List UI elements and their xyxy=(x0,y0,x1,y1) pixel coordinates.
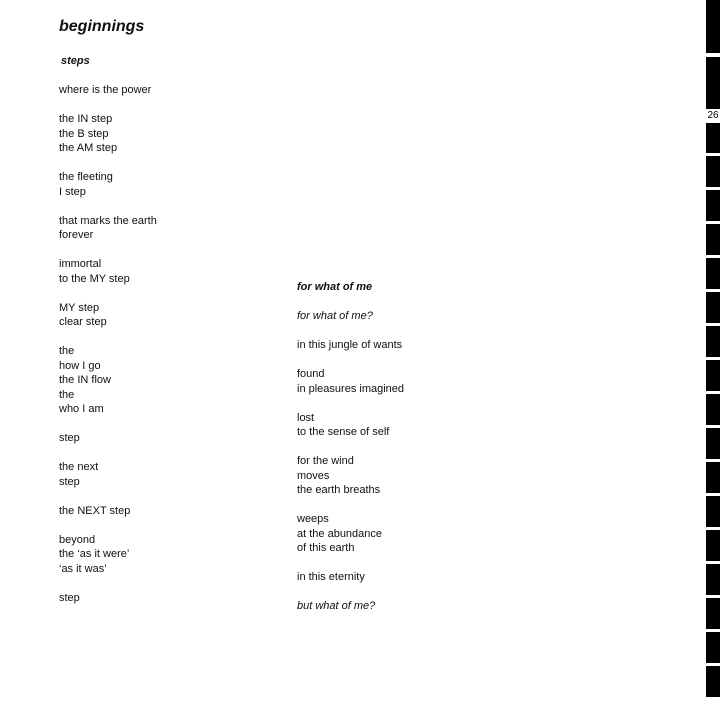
poem-line: lost xyxy=(297,411,315,424)
poem-line: the xyxy=(59,345,75,357)
poem-line: ‘as it was’ xyxy=(59,562,107,575)
poem-title-steps: steps xyxy=(61,55,90,67)
index-tab xyxy=(706,666,720,697)
stanza xyxy=(59,533,157,577)
index-tab xyxy=(706,292,720,323)
index-tab xyxy=(706,122,720,153)
poem-line: found xyxy=(297,368,325,380)
poem-line: clear step xyxy=(59,316,107,328)
poem-line: in pleasures imagined xyxy=(297,382,405,395)
index-tab xyxy=(706,258,720,289)
poem-line: the IN flow xyxy=(59,374,111,386)
index-tab xyxy=(706,326,720,357)
stanza xyxy=(59,301,157,330)
page-number: 26 xyxy=(707,110,719,121)
stanza xyxy=(59,344,157,417)
poem-line: to the sense of self xyxy=(297,426,390,438)
index-tab xyxy=(706,462,720,493)
stanza xyxy=(297,599,404,614)
index-tab xyxy=(706,530,720,561)
stanza xyxy=(59,214,157,243)
poem-steps xyxy=(59,54,157,620)
poem-line: but what of me? xyxy=(297,600,376,612)
poem-line: of this earth xyxy=(297,542,355,554)
index-tab xyxy=(706,57,720,88)
poem-line: how I go xyxy=(59,359,101,372)
poem-line: weeps xyxy=(297,513,329,525)
page-title: beginnings xyxy=(59,18,145,35)
poem-line: forever xyxy=(59,229,94,241)
index-tab xyxy=(706,428,720,459)
poem-line: step xyxy=(59,591,80,604)
stanza xyxy=(297,411,404,440)
index-tab xyxy=(706,0,720,53)
stanza xyxy=(59,431,157,446)
stanza xyxy=(297,309,404,324)
poem-line: for the wind xyxy=(297,455,354,467)
poem-line: immortal xyxy=(59,258,102,270)
stanza xyxy=(297,512,404,556)
stanza xyxy=(59,460,157,489)
index-tab xyxy=(706,632,720,663)
poem-for-what-of-me xyxy=(297,280,404,628)
index-tab xyxy=(706,598,720,629)
poem-line: where is the power xyxy=(59,84,152,96)
index-tab xyxy=(706,394,720,425)
index-tab xyxy=(706,156,720,187)
stanza xyxy=(59,170,157,199)
poem-line: in this jungle of wants xyxy=(297,339,403,351)
stanza xyxy=(297,570,404,585)
stanza xyxy=(59,83,157,98)
poem-line: the next xyxy=(59,461,99,473)
index-tab xyxy=(706,360,720,391)
stanza xyxy=(297,338,404,353)
stanza xyxy=(297,454,404,498)
thumb-index-strip xyxy=(706,0,720,720)
stanza xyxy=(297,367,404,396)
poem-line: the earth breaths xyxy=(297,484,381,496)
poem-line: to the MY step xyxy=(59,272,130,285)
poem-line: the IN step xyxy=(59,113,113,125)
poem-line: the fleeting xyxy=(59,171,113,183)
poem-line: the AM step xyxy=(59,142,118,154)
poem-line: the xyxy=(59,388,75,401)
stanza xyxy=(59,257,157,286)
stanza xyxy=(59,591,157,606)
poem-line: I step xyxy=(59,185,86,198)
poem-line: at the abundance xyxy=(297,527,383,540)
poem-line: that marks the earth xyxy=(59,214,157,227)
index-tab xyxy=(706,564,720,595)
poem-line: beyond xyxy=(59,533,96,546)
poem-line: in this eternity xyxy=(297,571,365,583)
poem-line: the NEXT step xyxy=(59,504,131,517)
index-tab xyxy=(706,190,720,221)
poem-line: for what of me? xyxy=(297,310,373,322)
index-tab xyxy=(706,496,720,527)
stanza xyxy=(59,504,157,519)
poem-line: moves xyxy=(297,469,330,482)
poem-line: step xyxy=(59,475,80,488)
stanza xyxy=(59,112,157,156)
poem-line: who I am xyxy=(59,403,104,415)
poem-line: the ‘as it were’ xyxy=(59,548,130,560)
poem-body-steps xyxy=(59,83,157,605)
index-tab xyxy=(706,224,720,255)
poem-line: MY step xyxy=(59,301,100,314)
poem-title-for-what-of-me: for what of me xyxy=(297,281,373,293)
poem-body-for-what-of-me xyxy=(297,309,404,614)
poem-line: step xyxy=(59,432,80,444)
poem-line: the B step xyxy=(59,127,109,140)
